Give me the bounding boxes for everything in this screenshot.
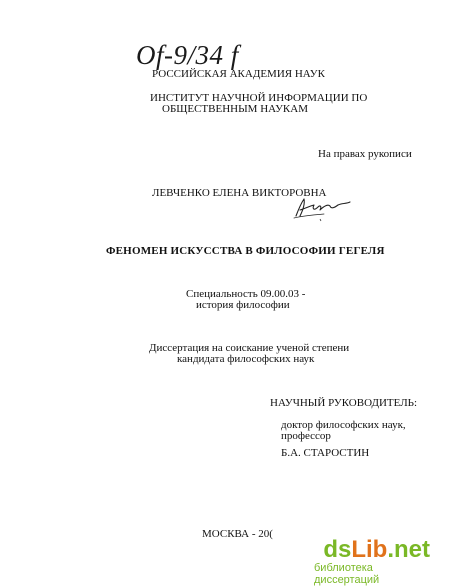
supervisor-rank: профессор [281, 430, 331, 442]
dslib-logo: dsLib.net [323, 536, 430, 563]
city-year: МОСКВА - 20( [202, 528, 273, 540]
archive-code: Of-9/34 f [136, 40, 239, 70]
org-line-institute: ИНСТИТУТ НАУЧНОЙ ИНФОРМАЦИИ ПО [150, 92, 368, 104]
dslib-subtitle: библиотека диссертаций [314, 562, 380, 586]
specialty-line: Специальность 09.00.03 - [186, 288, 306, 300]
org-line-academy: РОССИЙСКАЯ АКАДЕМИЯ НАУК [152, 68, 325, 80]
specialty-field: история философии [196, 299, 290, 311]
rights-note: На правах рукописи [318, 148, 412, 160]
author-signature [290, 196, 360, 222]
org-line-social-sciences: ОБЩЕСТВЕННЫМ НАУКАМ [162, 103, 308, 115]
degree-field: кандидата философских наук [177, 353, 315, 365]
dslib-watermark [314, 536, 442, 586]
supervisor-degree: доктор философских наук, [281, 419, 406, 431]
author-name: ЛЕВЧЕНКО ЕЛЕНА ВИКТОРОВНА [152, 187, 327, 199]
supervisor-name: Б.А. СТАРОСТИН [281, 447, 370, 459]
dissertation-title: ФЕНОМЕН ИСКУССТВА В ФИЛОСОФИИ ГЕГЕЛЯ [106, 245, 385, 257]
supervisor-heading: НАУЧНЫЙ РУКОВОДИТЕЛЬ: [270, 397, 418, 409]
degree-line: Диссертация на соискание ученой степени [149, 342, 350, 354]
